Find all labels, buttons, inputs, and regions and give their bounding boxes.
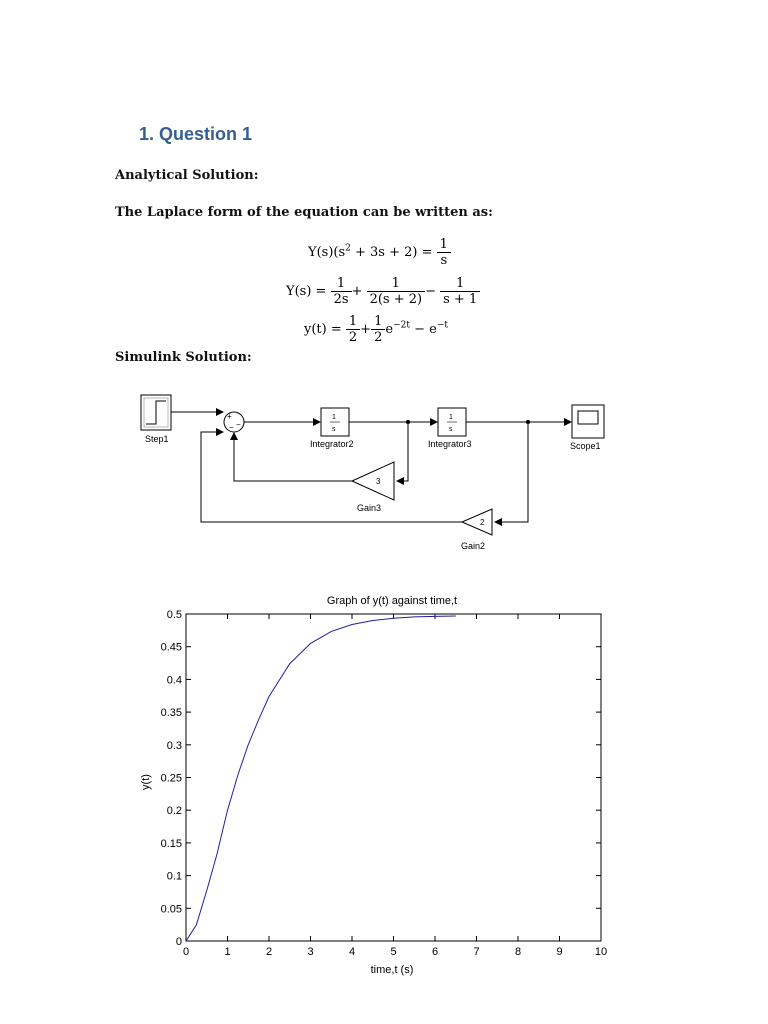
- chart-axes: [186, 614, 601, 941]
- eq2-minus: −: [425, 284, 436, 299]
- eq2-f2-num: 1: [367, 276, 426, 292]
- eq1-rest: + 3s + 2) =: [350, 245, 433, 260]
- sum-plus-sign: +: [227, 412, 232, 421]
- x-tick-label: 5: [390, 946, 397, 958]
- eq1-den: s: [440, 253, 448, 268]
- x-tick-label: 6: [431, 946, 439, 958]
- y-tick-label: 0.3: [166, 739, 182, 752]
- x-tick-label: 2: [265, 946, 273, 958]
- simulink-diagram: [0, 380, 768, 580]
- eq3-e1-sup: −2t: [393, 320, 410, 331]
- response-chart: [0, 585, 768, 995]
- x-tick-label: 10: [594, 946, 608, 958]
- sum-minus-sign-1: −: [236, 420, 241, 429]
- analytical-solution-label: Analytical Solution:: [115, 168, 259, 183]
- eq3-frac-2: [371, 314, 385, 345]
- eq3-minus: − e: [409, 322, 437, 337]
- eq2-f3-num: 1: [440, 276, 480, 292]
- eq2-frac-2: [367, 276, 426, 307]
- y-tick-label: 0.45: [160, 641, 182, 654]
- eq2-frac-1: [331, 276, 352, 307]
- integrator3-den: s: [449, 426, 453, 433]
- branch-point-2: [526, 420, 530, 424]
- equation-1: [308, 237, 451, 268]
- eq3-e1: e: [385, 322, 394, 337]
- step-label: Step1: [145, 434, 169, 444]
- step-block[interactable]: [141, 395, 171, 430]
- integrator2-den: s: [332, 426, 336, 433]
- eq3-lhs: y(t) =: [304, 322, 342, 337]
- y-tick-label: 0.15: [160, 837, 182, 850]
- integrator3-label: Integrator3: [428, 439, 472, 449]
- eq1-lhs: Y(s)(s: [308, 245, 346, 260]
- x-tick-label: 7: [473, 946, 480, 958]
- scope-label: Scope1: [570, 441, 601, 451]
- equation-2: [286, 276, 480, 307]
- eq3-f1-den: 2: [348, 330, 358, 345]
- equation-3: [304, 314, 448, 345]
- eq3-plus: +: [360, 322, 372, 337]
- eq3-e2-sup: −t: [436, 320, 448, 331]
- y-axis-label: y(t): [140, 774, 152, 790]
- x-tick-label: 9: [556, 946, 563, 958]
- x-tick-label: 3: [307, 946, 314, 958]
- gain3-block[interactable]: [352, 462, 394, 500]
- eq3-f2-den: 2: [374, 330, 383, 345]
- eq2-f3-den: s + 1: [443, 292, 478, 307]
- laplace-form-label: The Laplace form of the equation can be written as:: [115, 205, 493, 220]
- chart-title: Graph of y(t) against time,t: [326, 595, 458, 607]
- eq3-f1-num: 1: [346, 314, 360, 330]
- eq2-f1-num: 1: [331, 276, 352, 292]
- eq2-f2-den: 2(s + 2): [369, 292, 423, 307]
- y-tick-label: 0.5: [166, 609, 182, 621]
- y-tick-label: 0.1: [166, 870, 182, 883]
- simulink-solution-label: Simulink Solution:: [115, 350, 252, 365]
- y-tick-label: 0.2: [166, 805, 182, 818]
- x-tick-label: 1: [224, 946, 231, 958]
- eq1-sup: 2: [345, 243, 351, 254]
- gain2-label: Gain2: [461, 541, 486, 551]
- eq1-num: 1: [437, 237, 451, 253]
- x-tick-label: 8: [514, 946, 522, 958]
- gain3-label: Gain3: [357, 503, 382, 513]
- integrator2-num: 1: [332, 414, 336, 421]
- question-heading: 1. Question 1: [139, 124, 253, 144]
- x-tick-label: 0: [182, 946, 190, 958]
- gain2-value: 2: [480, 518, 485, 527]
- y-tick-label: 0.4: [166, 674, 182, 687]
- eq2-frac-3: [440, 276, 480, 307]
- gain3-value: 3: [376, 477, 381, 486]
- branch-point-1: [406, 420, 410, 424]
- x-axis-label: time,t (s): [370, 964, 414, 976]
- scope-block[interactable]: [572, 405, 604, 438]
- eq3-frac-1: [346, 314, 360, 345]
- y-tick-label: 0.35: [160, 707, 182, 720]
- y-tick-label: 0.25: [160, 772, 182, 785]
- eq2-plus: +: [351, 284, 363, 299]
- x-tick-label: 4: [348, 946, 356, 958]
- sum-minus-sign-2: −: [229, 423, 234, 432]
- y-tick-label: 0: [175, 936, 182, 948]
- eq2-f1-den: 2s: [333, 292, 349, 307]
- plot-area: [186, 614, 601, 941]
- eq3-f2-num: 1: [371, 314, 385, 330]
- eq2-lhs: Y(s) =: [286, 284, 327, 299]
- eq1-fraction: [437, 237, 451, 268]
- y-tick-label: 0.05: [160, 903, 182, 916]
- integrator2-label: Integrator2: [310, 439, 354, 449]
- gain2-block[interactable]: [462, 509, 492, 535]
- integrator3-num: 1: [449, 414, 453, 421]
